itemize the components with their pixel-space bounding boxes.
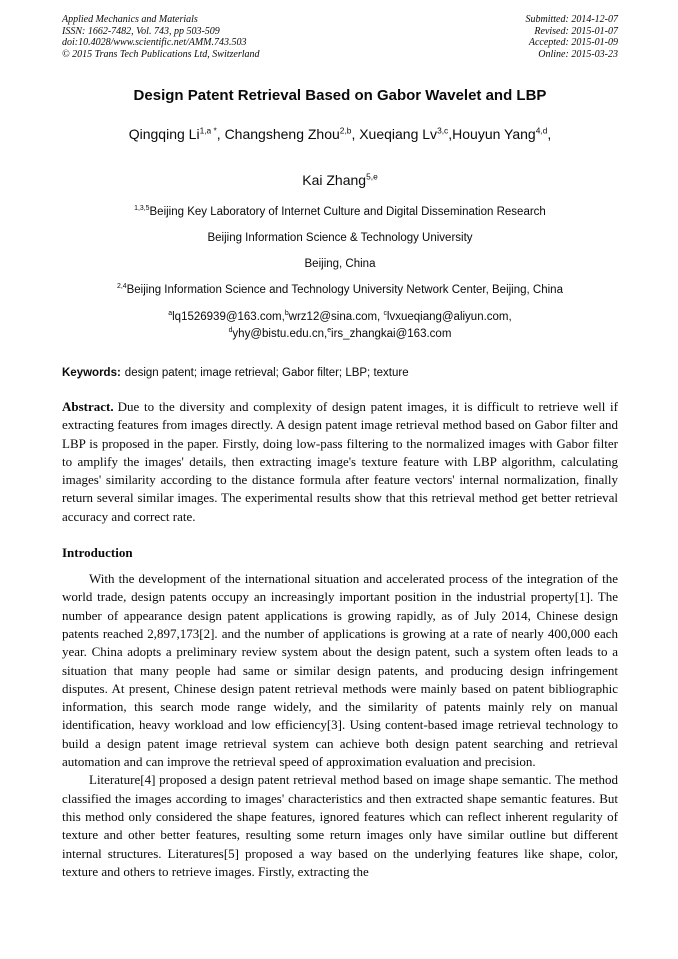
authors-line-2: Kai Zhang$^{5,e}$: [302, 171, 378, 188]
date-accepted: Accepted: 2015-01-09: [528, 37, 618, 48]
introduction-paragraph-1: With the development of the international situation and accelerated process of the integration of the world trade, design patents occupy an increasingly important position in the industrial property[1]. The number of appearance design patent applications is growing rapidly, as of July 2014, Chinese design patents reached 2,897,173[2]. and the number of applications is growing at a rate of nearly 400,000 each year. China adopts a preliminary review system about the design patent, such a system often leads to a situation that many people had same or similar design patents, and producing design infringement disputes. At present, Chinese design patent retrieval methods were mainly based on patent bibliographic information, this search mode range widely, and the similarity of patents mainly rely on manual identification, heavy workload and low efficiency[3]. Using content-based image retrieval technology to build a design patent image retrieval system can achieve both design patent searching and retrieval automation and can improve the retrieval speed of approximation evaluation and precision.: [62, 571, 618, 770]
author-emails: [62, 309, 618, 343]
introduction-paragraph-2: Literature[4] proposed a design patent retrieval method based on image shape semantic. The method classified the images according to images' characteristics and then extracted shape semantic features. But this method only considered the shape features, ignored features which can reflect inherent regularity of texture and other better features, resulting some return images only have similar outline but different internal structures. Literatures[5] proposed a way based on the underlying features like shape, color, texture and others to retrieve images. Firstly, extracting the: [62, 772, 618, 879]
keywords-label: Keywords:: [62, 367, 121, 379]
emails-line-1: $^a$lq1526939@163.com,$^b$wrz12@sina.com, $^c$lvxueqiang@aliyun.com,: [168, 310, 512, 323]
date-submitted: Submitted: 2014-12-07: [525, 14, 618, 25]
journal-issn-volume: ISSN: 1662-7482, Vol. 743, pp 503-509: [62, 25, 220, 37]
affiliation-line-1: $^{1,3,5}$Beijing Key Laboratory of Internet Culture and Digital Dissemination Research: [134, 205, 546, 218]
emails-line-2: $^d$yhy@bistu.edu.cn,$^e$irs_zhangkai@163.com: [228, 327, 452, 340]
submission-dates: [526, 14, 619, 60]
date-online: Online: 2015-03-23: [538, 48, 618, 60]
journal-name: Applied Mechanics and Materials: [62, 14, 198, 25]
abstract-text: Due to the diversity and complexity of design patent images, it is difficult to retrieve well if extracting features from images directly. A design patent image retrieval method based on Gabor filter and LBP is proposed in the paper. Firstly, doing low-pass filtering to the normalized images with Gabor filter to amplify the images' details, then extracting image's texture feature with LBP algorithm, calculating images' similarity according to the distance formula after feature vectors' internal normalization, finally return several similar images. The experimental results show that this retrieval method get better retrieval accuracy and correct rate.: [62, 399, 618, 524]
journal-info: [62, 14, 260, 60]
journal-header: [62, 14, 618, 60]
keywords-line: [62, 367, 618, 379]
abstract-label: Abstract.: [62, 399, 114, 414]
paper-title: Design Patent Retrieval Based on Gabor Wavelet and LBP: [133, 87, 547, 104]
date-revised: Revised: 2015-01-07: [534, 25, 618, 37]
keywords-text: design patent; image retrieval; Gabor filter; LBP; texture: [124, 367, 409, 379]
affiliation-line-4: $^{2,4}$Beijing Information Science and Technology University Network Center, Beijing, China: [117, 283, 563, 296]
abstract-paragraph: [62, 398, 618, 526]
journal-copyright: © 2015 Trans Tech Publications Ltd, Switzerland: [62, 48, 260, 60]
authors-line-1: Qingqing $Li^{1,a *}$, Changsheng Zhou$^{2,b}$, Xueqiang Lv$^{3,c}$,Houyun Yang$^{4,d}$,: [128, 125, 552, 142]
affiliation-line-2: Beijing Information Science & Technology University: [207, 232, 473, 244]
affiliation-line-3: Beijing, China: [304, 258, 376, 270]
section-heading-introduction: Introduction: [62, 545, 133, 561]
journal-doi: doi:10.4028/www.scientific.net/AMM.743.503: [62, 37, 247, 48]
